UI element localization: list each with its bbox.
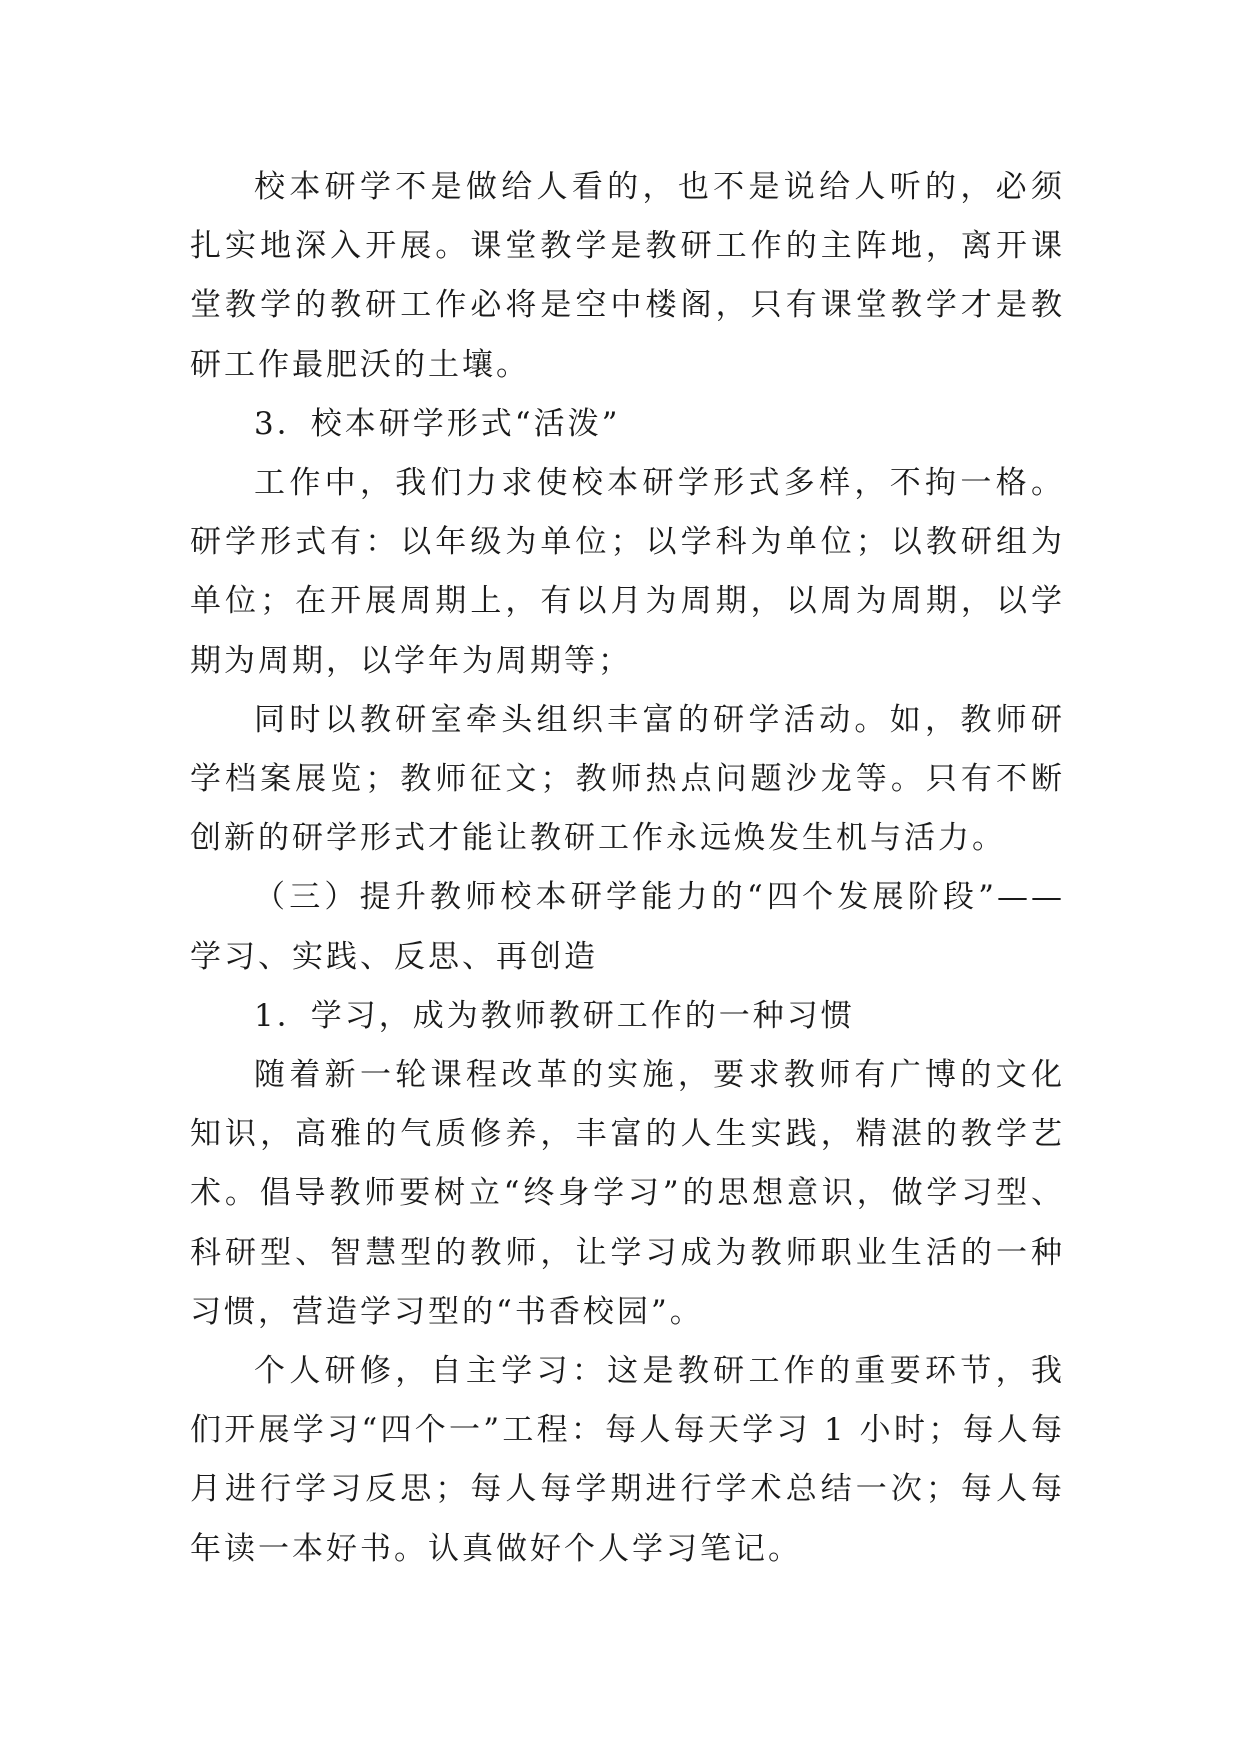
paragraph-research-activities: 同时以教研室牵头组织丰富的研学活动。如，教师研学档案展览；教师征文；教师热点问题沙龙等。只有不断创新的研学形式才能让教研工作永远焕发生机与活力。 xyxy=(190,701,1065,857)
paragraph-curriculum-reform: 随着新一轮课程改革的实施，要求教师有广博的文化知识，高雅的气质修养，丰富的人生实践，精湛的教学艺术。倡导教师要树立“终身学习”的思想意识，做学习型、科研型、智慧型的教师，让学习成为教师职业生活的一种习惯，营造学习型的“书香校园”。 xyxy=(190,1057,1065,1330)
heading-research-form-lively: 3．校本研学形式“活泼” xyxy=(254,405,621,442)
paragraph-school-research-practice: 校本研学不是做给人看的，也不是说给人听的，必须扎实地深入开展。课堂教学是教研工作的主阵地，离开课堂教学的教研工作必将是空中楼阁，只有课堂教学才是教研工作最肥沃的土壤。 xyxy=(190,169,1065,383)
heading-four-stages: （三）提升教师校本研学能力的“四个发展阶段”——学习、实践、反思、再创造 xyxy=(190,879,1065,975)
heading-learning-habit: 1．学习，成为教师教研工作的一种习惯 xyxy=(254,997,855,1034)
paragraph-research-forms: 工作中，我们力求使校本研学形式多样，不拘一格。研学形式有：以年级为单位；以学科为单位；以教研组为单位；在开展周期上，有以月为周期，以周为周期，以学期为周期，以学年为周期等； xyxy=(190,465,1065,679)
paragraph-self-study: 个人研修，自主学习：这是教研工作的重要环节，我们开展学习“四个一”工程：每人每天学习 1 小时；每人每月进行学习反思；每人每学期进行学术总结一次；每人每年读一本好书。认真做好个人学习笔记。 xyxy=(190,1353,1065,1567)
body-text xyxy=(190,158,1065,1579)
